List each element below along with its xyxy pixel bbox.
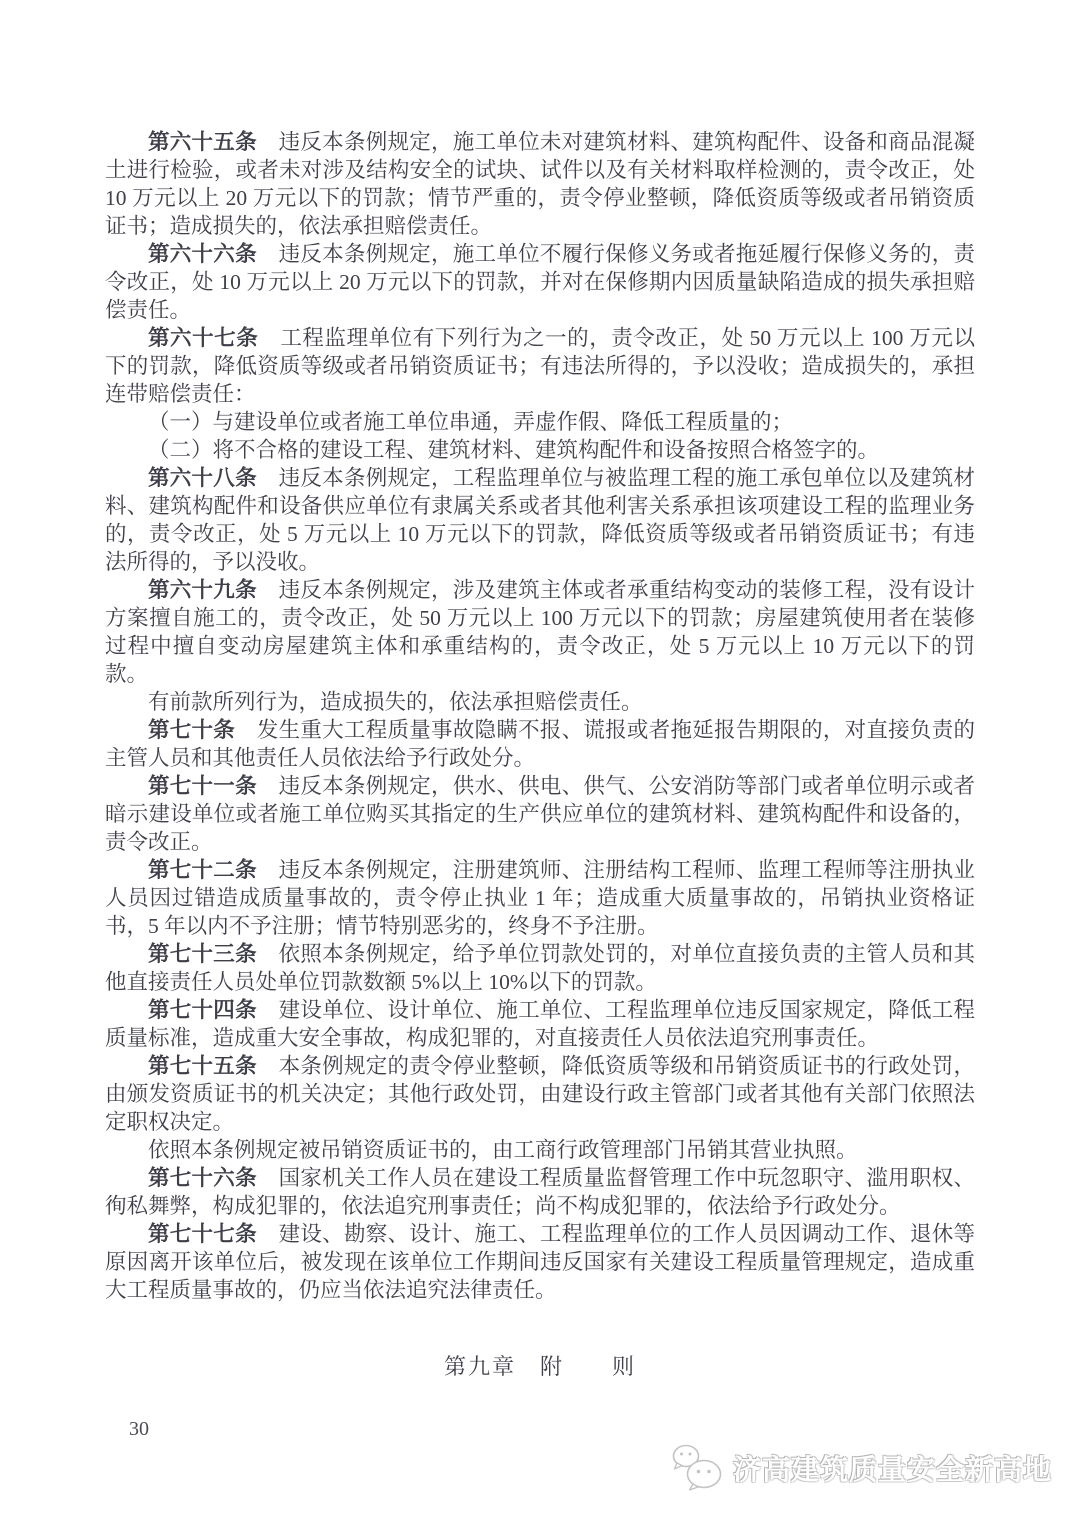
article-paragraph: 第七十条 发生重大工程质量事故隐瞒不报、谎报或者拖延报告期限的，对直接负责的主管人员和其他责任人员依法给予行政处分。 <box>105 718 975 770</box>
plain-paragraph: 依照本条例规定被吊销资质证书的，由工商行政管理部门吊销其营业执照。 <box>148 1138 858 1162</box>
article-number: 第六十七条 <box>148 326 259 350</box>
article-number: 第七十六条 <box>148 1166 257 1190</box>
watermark-text: 济高建筑质量安全新高地 <box>732 1454 1052 1485</box>
article-paragraph: 第七十五条 本条例规定的责令停业整顿，降低资质等级和吊销资质证书的行政处罚，由颁发资质证书的机关决定；其他行政处罚，由建设行政主管部门或者其他有关部门依照法定职权决定。 <box>105 1054 975 1134</box>
watermark <box>671 1443 1052 1493</box>
article-paragraph: 第七十二条 违反本条例规定，注册建筑师、注册结构工程师、监理工程师等注册执业人员因过错造成质量事故的，责令停止执业 1 年；造成重大质量事故的，吊销执业资格证书，5 年以内不予注册；情节特别恶劣的，终身不予注册。 <box>105 858 975 938</box>
plain-paragraph: （一）与建设单位或者施工单位串通，弄虚作假、降低工程质量的； <box>148 410 794 434</box>
article-paragraph: 第七十六条 国家机关工作人员在建设工程质量监督管理工作中玩忽职守、滥用职权、徇私舞弊，构成犯罪的，依法追究刑事责任；尚不构成犯罪的，依法给予行政处分。 <box>105 1166 975 1218</box>
article-number: 第六十九条 <box>148 578 257 602</box>
article-number: 第七十三条 <box>148 942 257 966</box>
article-number: 第七十条 <box>148 718 236 742</box>
wechat-icon <box>671 1443 723 1493</box>
article-number: 第七十四条 <box>148 998 257 1022</box>
article-number: 第六十六条 <box>148 242 257 266</box>
page-number: 30 <box>129 1418 149 1440</box>
article-paragraph: 第七十七条 建设、勘察、设计、施工、工程监理单位的工作人员因调动工作、退休等原因离开该单位后，被发现在该单位工作期间违反国家有关建设工程质量管理规定，造成重大工程质量事故的，仍应当依法追究法律责任。 <box>105 1222 975 1302</box>
article-paragraph: 第七十三条 依照本条例规定，给予单位罚款处罚的，对单位直接负责的主管人员和其他直接责任人员处单位罚款数额 5%以上 10%以下的罚款。 <box>105 942 975 994</box>
article-number: 第七十五条 <box>148 1054 257 1078</box>
article-number: 第七十二条 <box>148 858 257 882</box>
article-paragraph: 第六十五条 违反本条例规定，施工单位未对建筑材料、建筑构配件、设备和商品混凝土进行检验，或者未对涉及结构安全的试块、试件以及有关材料取样检测的，责令改正，处 10 万元以上 20 万元以下的罚款；情节严重的，责令停业整顿，降低资质等级或者吊销资质证书；造成损失的，依法承担赔偿责任。 <box>105 130 975 238</box>
article-paragraph: 第六十七条 工程监理单位有下列行为之一的，责令改正，处 50 万元以上 100 万元以下的罚款，降低资质等级或者吊销资质证书；有违法所得的，予以没收；造成损失的，承担连带赔偿责任： <box>105 326 975 406</box>
article-paragraph: 第六十八条 违反本条例规定，工程监理单位与被监理工程的施工承包单位以及建筑材料、建筑构配件和设备供应单位有隶属关系或者其他利害关系承担该项建设工程的监理业务的，责令改正，处 5 万元以上 10 万元以下的罚款，降低资质等级或者吊销资质证书；有违法所得的，予以没收。 <box>105 466 975 574</box>
article-paragraph: 第六十六条 违反本条例规定，施工单位不履行保修义务或者拖延履行保修义务的，责令改正，处 10 万元以上 20 万元以下的罚款，并对在保修期内因质量缺陷造成的损失承担赔偿责任。 <box>105 242 975 322</box>
article-paragraph: 第七十一条 违反本条例规定，供水、供电、供气、公安消防等部门或者单位明示或者暗示建设单位或者施工单位购买其指定的生产供应单位的建筑材料、建筑构配件和设备的，责令改正。 <box>105 774 975 854</box>
article-list <box>105 128 975 1381</box>
chapter-heading: 第九章 附 则 <box>443 1354 636 1379</box>
article-number: 第六十八条 <box>148 466 257 490</box>
article-number: 第七十一条 <box>148 774 257 798</box>
plain-paragraph: 有前款所列行为，造成损失的，依法承担赔偿责任。 <box>148 690 643 714</box>
article-paragraph: 第六十九条 违反本条例规定，涉及建筑主体或者承重结构变动的装修工程，没有设计方案擅自施工的，责令改正，处 50 万元以上 100 万元以下的罚款；房屋建筑使用者在装修过程中擅自变动房屋建筑主体和承重结构的，责令改正，处 5 万元以上 10 万元以下的罚款。 <box>105 578 975 686</box>
article-paragraph: 第七十四条 建设单位、设计单位、施工单位、工程监理单位违反国家规定，降低工程质量标准，造成重大安全事故，构成犯罪的，对直接责任人员依法追究刑事责任。 <box>105 998 975 1050</box>
article-number: 第七十七条 <box>148 1222 257 1246</box>
article-number: 第六十五条 <box>148 130 257 154</box>
plain-paragraph: （二）将不合格的建设工程、建筑材料、建筑构配件和设备按照合格签字的。 <box>148 438 880 462</box>
